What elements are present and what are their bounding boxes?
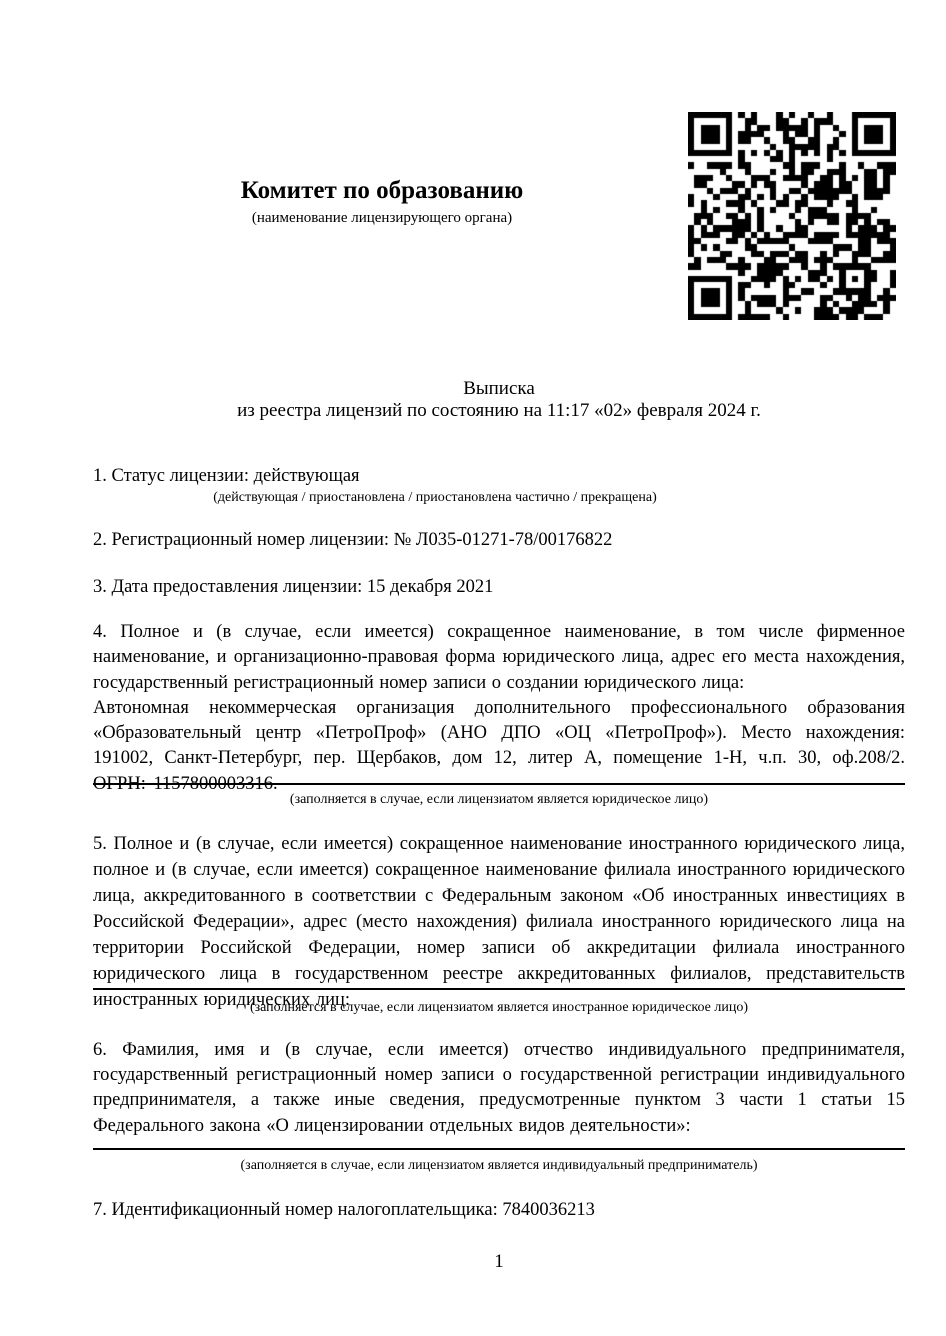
licensing-authority-name: Комитет по образованию [240, 177, 524, 204]
document-title-line2: из реестра лицензий по состоянию на 11:17 «02» февраля 2024 г. [237, 399, 761, 421]
footnote-foreign-entity: (заполняется в случае, если лицензиатом является иностранное юридическое лицо) [249, 1000, 749, 1015]
separator-line-legal-entity [93, 783, 905, 785]
document-title-line1: Выписка [463, 378, 535, 399]
separator-line-foreign-entity [93, 988, 905, 990]
separator-line-individual-entrepreneur [93, 1148, 905, 1150]
item-6-individual-entrepreneur: 6. Фамилия, имя и (в случае, если имеется) отчество индивидуального предпринимателя, государственный регистрационный номер записи о государственной регистрации индивидуального предпринимателя, а также иные сведения, предусмотренные пунктом 3 части 1 статьи 15 Федерального закона «О лицензировании отдельных видов деятельности»: [93, 1040, 905, 1136]
item-1-license-status: 1. Статус лицензии: действующая [93, 466, 360, 486]
item-7-taxpayer-number: 7. Идентификационный номер налогоплательщика: 7840036213 [93, 1200, 595, 1220]
item-3-license-date: 3. Дата предоставления лицензии: 15 декабря 2021 [93, 577, 494, 597]
item-4-question: 4. Полное и (в случае, если имеется) сокращенное наименование, в том числе фирменное наименование, и организационно-правовая форма юридического лица, адрес его места нахождения, государственный регистрационный номер записи о создании юридического лица: [93, 622, 905, 693]
footnote-individual-entrepreneur: (заполняется в случае, если лицензиатом является индивидуальный предприниматель) [240, 1158, 758, 1173]
item-4-legal-entity [93, 620, 905, 797]
licensing-authority-block [93, 176, 671, 227]
qr-code-icon [688, 112, 896, 320]
footnote-legal-entity: (заполняется в случае, если лицензиатом является юридическое лицо) [289, 792, 709, 807]
item-4-answer: Автономная некоммерческая организация дополнительного профессионального образования «Образовательный центр «ПетроПроф» (АНО ДПО «ОЦ «ПетроПроф»). Место нахождения: 191002, Санкт-Петербург, пер. Щербаков, дом 12, литер А, помещение 1-Н, ч.п. 30, оф.208/2. ОГРН: 1157800003316. [93, 697, 905, 794]
document-title [93, 378, 905, 421]
licensing-authority-caption: (наименование лицензирующего органа) [251, 210, 513, 226]
item-2-registration-number: 2. Регистрационный номер лицензии: № Л035-01271-78/00176822 [93, 530, 613, 550]
page-number: 1 [494, 1251, 504, 1272]
footnote-status-options: (действующая / приостановлена / приостановлена частично / прекращена) [213, 490, 657, 505]
item-5-foreign-entity: 5. Полное и (в случае, если имеется) сокращенное наименование иностранного юридического лица, полное и (в случае, если имеется) сокращенное наименование филиала иностранного юридического лица, аккредитованного в соответствии с Федеральным законом «Об иностранных инвестициях в Российской Федерации», адрес (место нахождения) филиала иностранного юридического лица на территории Российской Федерации, номер записи об аккредитации филиала иностранного юридического лица в государственном реестре аккредитованных филиалов, представительств иностранных юридических лиц: [93, 834, 905, 1010]
